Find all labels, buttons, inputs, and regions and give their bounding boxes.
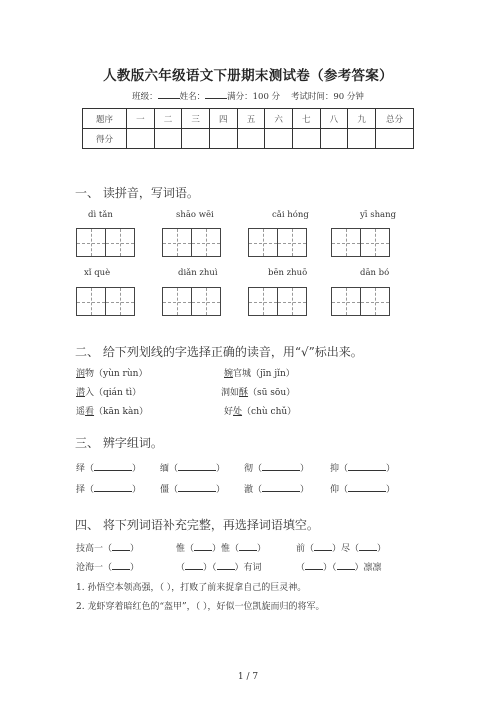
score-label: 满分：100 分 bbox=[227, 92, 281, 102]
word-group-item[interactable]: 缅（ ） bbox=[160, 464, 226, 474]
word-group-item[interactable]: 僵（ ） bbox=[160, 485, 226, 495]
score-cell: 三 bbox=[182, 109, 210, 129]
idiom-item[interactable]: 惟（ ）惟（ ） bbox=[176, 544, 267, 554]
idiom-item[interactable]: 沧海一（ ） bbox=[76, 563, 140, 573]
writing-grid[interactable] bbox=[248, 287, 307, 316]
score-cell: 总分 bbox=[376, 109, 414, 129]
score-input-cell[interactable] bbox=[154, 129, 182, 149]
writing-grid[interactable] bbox=[331, 228, 390, 257]
word-group-item[interactable]: 澈（ ） bbox=[244, 485, 310, 495]
idiom-item[interactable]: （ ）（ ）有词 bbox=[176, 563, 262, 573]
score-cell: 二 bbox=[154, 109, 182, 129]
class-label: 班级： bbox=[132, 92, 158, 102]
score-cell: 五 bbox=[237, 109, 265, 129]
writing-grid[interactable] bbox=[331, 287, 390, 316]
word-group-item[interactable]: 抑（ ） bbox=[330, 464, 396, 474]
score-cell: 六 bbox=[265, 109, 293, 129]
section2-title: 二、 给下列划线的字选择正确的读音，用“√”标出来。 bbox=[75, 345, 363, 359]
writing-grid[interactable] bbox=[76, 228, 135, 257]
idiom-item[interactable]: 前（ ）尽（ ） bbox=[296, 544, 387, 554]
score-table bbox=[82, 108, 414, 149]
exam-info-line bbox=[0, 90, 496, 102]
reading-item[interactable]: 婉官城（jīn jǐn） bbox=[224, 369, 295, 379]
pinyin-label: dān bó bbox=[360, 268, 390, 278]
score-input-cell[interactable] bbox=[348, 129, 376, 149]
reading-item[interactable]: 遥看（kān kàn） bbox=[76, 407, 149, 417]
idiom-item[interactable]: （ ）（ ）凛凛 bbox=[296, 563, 382, 573]
reading-item[interactable]: 好处（chù chǔ） bbox=[224, 407, 297, 417]
idiom-item[interactable]: 技高一（ ） bbox=[76, 544, 140, 554]
section4-title: 四、 将下列词语补充完整，再选择词语填空。 bbox=[75, 518, 319, 532]
writing-grid[interactable] bbox=[162, 287, 221, 316]
fill-question-1[interactable]: 1. 孙悟空本领高强，（ ），打败了前来捉拿自己的巨灵神。 bbox=[76, 583, 307, 593]
score-cell: 八 bbox=[320, 109, 348, 129]
score-input-cell[interactable] bbox=[209, 129, 237, 149]
word-group-item[interactable]: 绎（ ） bbox=[76, 464, 142, 474]
pinyin-label: bēn zhuō bbox=[268, 268, 308, 278]
score-input-cell[interactable] bbox=[265, 129, 293, 149]
score-input-cell[interactable] bbox=[237, 129, 265, 149]
score-cell: 七 bbox=[292, 109, 320, 129]
score-table-header-row bbox=[83, 109, 414, 129]
score-input-cell[interactable] bbox=[292, 129, 320, 149]
section1-title: 一、 读拼音，写词语。 bbox=[75, 186, 199, 200]
word-group-item[interactable]: 彻（ ） bbox=[244, 464, 310, 474]
class-blank[interactable] bbox=[158, 90, 180, 99]
pinyin-label: yī shang bbox=[360, 210, 397, 220]
score-input-cell[interactable] bbox=[376, 129, 414, 149]
pinyin-label: xǐ què bbox=[84, 268, 111, 278]
score-cell: 九 bbox=[348, 109, 376, 129]
time-label: 考试时间：90 分钟 bbox=[290, 92, 364, 102]
score-table-score-row bbox=[83, 129, 414, 149]
word-group-item[interactable]: 择（ ） bbox=[76, 485, 142, 495]
writing-grid[interactable] bbox=[76, 287, 135, 316]
score-input-cell[interactable] bbox=[182, 129, 210, 149]
reading-item[interactable]: 洞如酥（sū sōu） bbox=[221, 388, 296, 398]
pinyin-label: shāo wēi bbox=[176, 210, 214, 220]
score-input-cell[interactable] bbox=[320, 129, 348, 149]
page-title: 人教版六年级语文下册期末测试卷（参考答案） bbox=[103, 68, 393, 84]
score-cell: 一 bbox=[127, 109, 155, 129]
score-row-label: 得分 bbox=[83, 129, 127, 149]
score-cell: 四 bbox=[209, 109, 237, 129]
writing-grid[interactable] bbox=[248, 228, 307, 257]
score-cell: 题序 bbox=[83, 109, 127, 129]
word-group-item[interactable]: 仰（ ） bbox=[330, 485, 396, 495]
page-number: 1 / 7 bbox=[237, 672, 259, 682]
name-blank[interactable] bbox=[205, 90, 227, 99]
writing-grid[interactable] bbox=[162, 228, 221, 257]
name-label: 姓名： bbox=[179, 92, 206, 102]
section3-title: 三、 辨字组词。 bbox=[75, 436, 163, 450]
pinyin-label: dì tǎn bbox=[88, 210, 113, 220]
pinyin-label: cǎi hóng bbox=[272, 210, 309, 220]
reading-item[interactable]: 潜入（qián tì） bbox=[76, 388, 142, 398]
reading-item[interactable]: 润物（yùn rùn） bbox=[76, 369, 148, 379]
pinyin-label: diǎn zhuì bbox=[178, 268, 218, 278]
score-input-cell[interactable] bbox=[127, 129, 155, 149]
fill-question-2[interactable]: 2. 龙虾穿着暗红色的“盔甲”，（ ），好似一位凯旋而归的将军。 bbox=[76, 602, 325, 612]
